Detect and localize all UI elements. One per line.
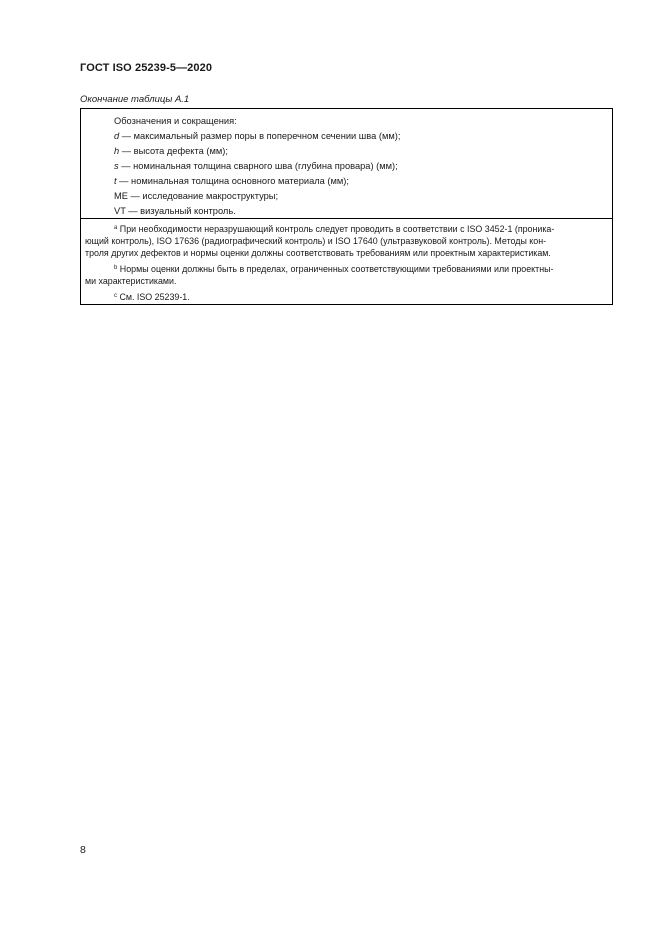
definition-text: VT — визуальный контроль. bbox=[114, 206, 236, 216]
footnote-a-line-3: троля других дефектов и нормы оценки должны соответствовать требованиям или проектным характеристикам. bbox=[85, 248, 551, 258]
definition-symbol: s bbox=[114, 161, 119, 171]
definition-me bbox=[114, 190, 278, 202]
definition-s bbox=[114, 160, 398, 172]
definition-symbol: h bbox=[114, 146, 120, 156]
definition-d bbox=[114, 130, 400, 142]
definition-text: — высота дефекта (мм); bbox=[119, 146, 228, 156]
footnote-a-line-1: $^a$ При необходимости неразрушающий контроль следует проводить в соответствии с ISO 3452-1 (проника- bbox=[114, 224, 555, 234]
definition-text: — максимальный размер поры в поперечном сечении шва (мм); bbox=[119, 131, 401, 141]
definitions-section bbox=[81, 109, 612, 219]
definition-h bbox=[114, 145, 228, 157]
footnote-marker: a bbox=[114, 225, 118, 231]
definition-text: — номинальная толщина сварного шва (глубина провара) (мм); bbox=[118, 161, 398, 171]
definition-text: — номинальная толщина основного материала (мм); bbox=[116, 176, 349, 186]
footnote-marker: c bbox=[114, 293, 117, 299]
footnote-a-line-2: ющий контроль), ISO 17636 (радиографический контроль) и ISO 17640 (ультразвуковой контроль). Методы кон- bbox=[85, 236, 547, 246]
definition-text: ME — исследование макроструктуры; bbox=[114, 191, 279, 201]
footnote-marker: b bbox=[114, 265, 118, 271]
footnote-b-line-2: ми характеристиками. bbox=[85, 276, 177, 286]
footnote-c-line-1: $^c$ См. ISO 25239-1. bbox=[114, 292, 190, 302]
definition-symbol: d bbox=[114, 131, 120, 141]
table-caption: Окончание таблицы А.1 bbox=[80, 94, 190, 105]
table-a1-continuation bbox=[80, 108, 613, 305]
footnote-b-line-1: $^b$ Нормы оценки должны быть в пределах, ограниченных соответствующими требованиями или проектны- bbox=[114, 264, 554, 274]
definition-symbol: t bbox=[114, 176, 117, 186]
definition-t bbox=[114, 175, 349, 187]
page-number: 8 bbox=[80, 844, 86, 856]
doc-header: ГОСТ ISO 25239-5—2020 bbox=[80, 62, 213, 74]
definition-vt bbox=[114, 205, 236, 217]
definitions-heading: Обозначения и сокращения: bbox=[114, 116, 237, 126]
